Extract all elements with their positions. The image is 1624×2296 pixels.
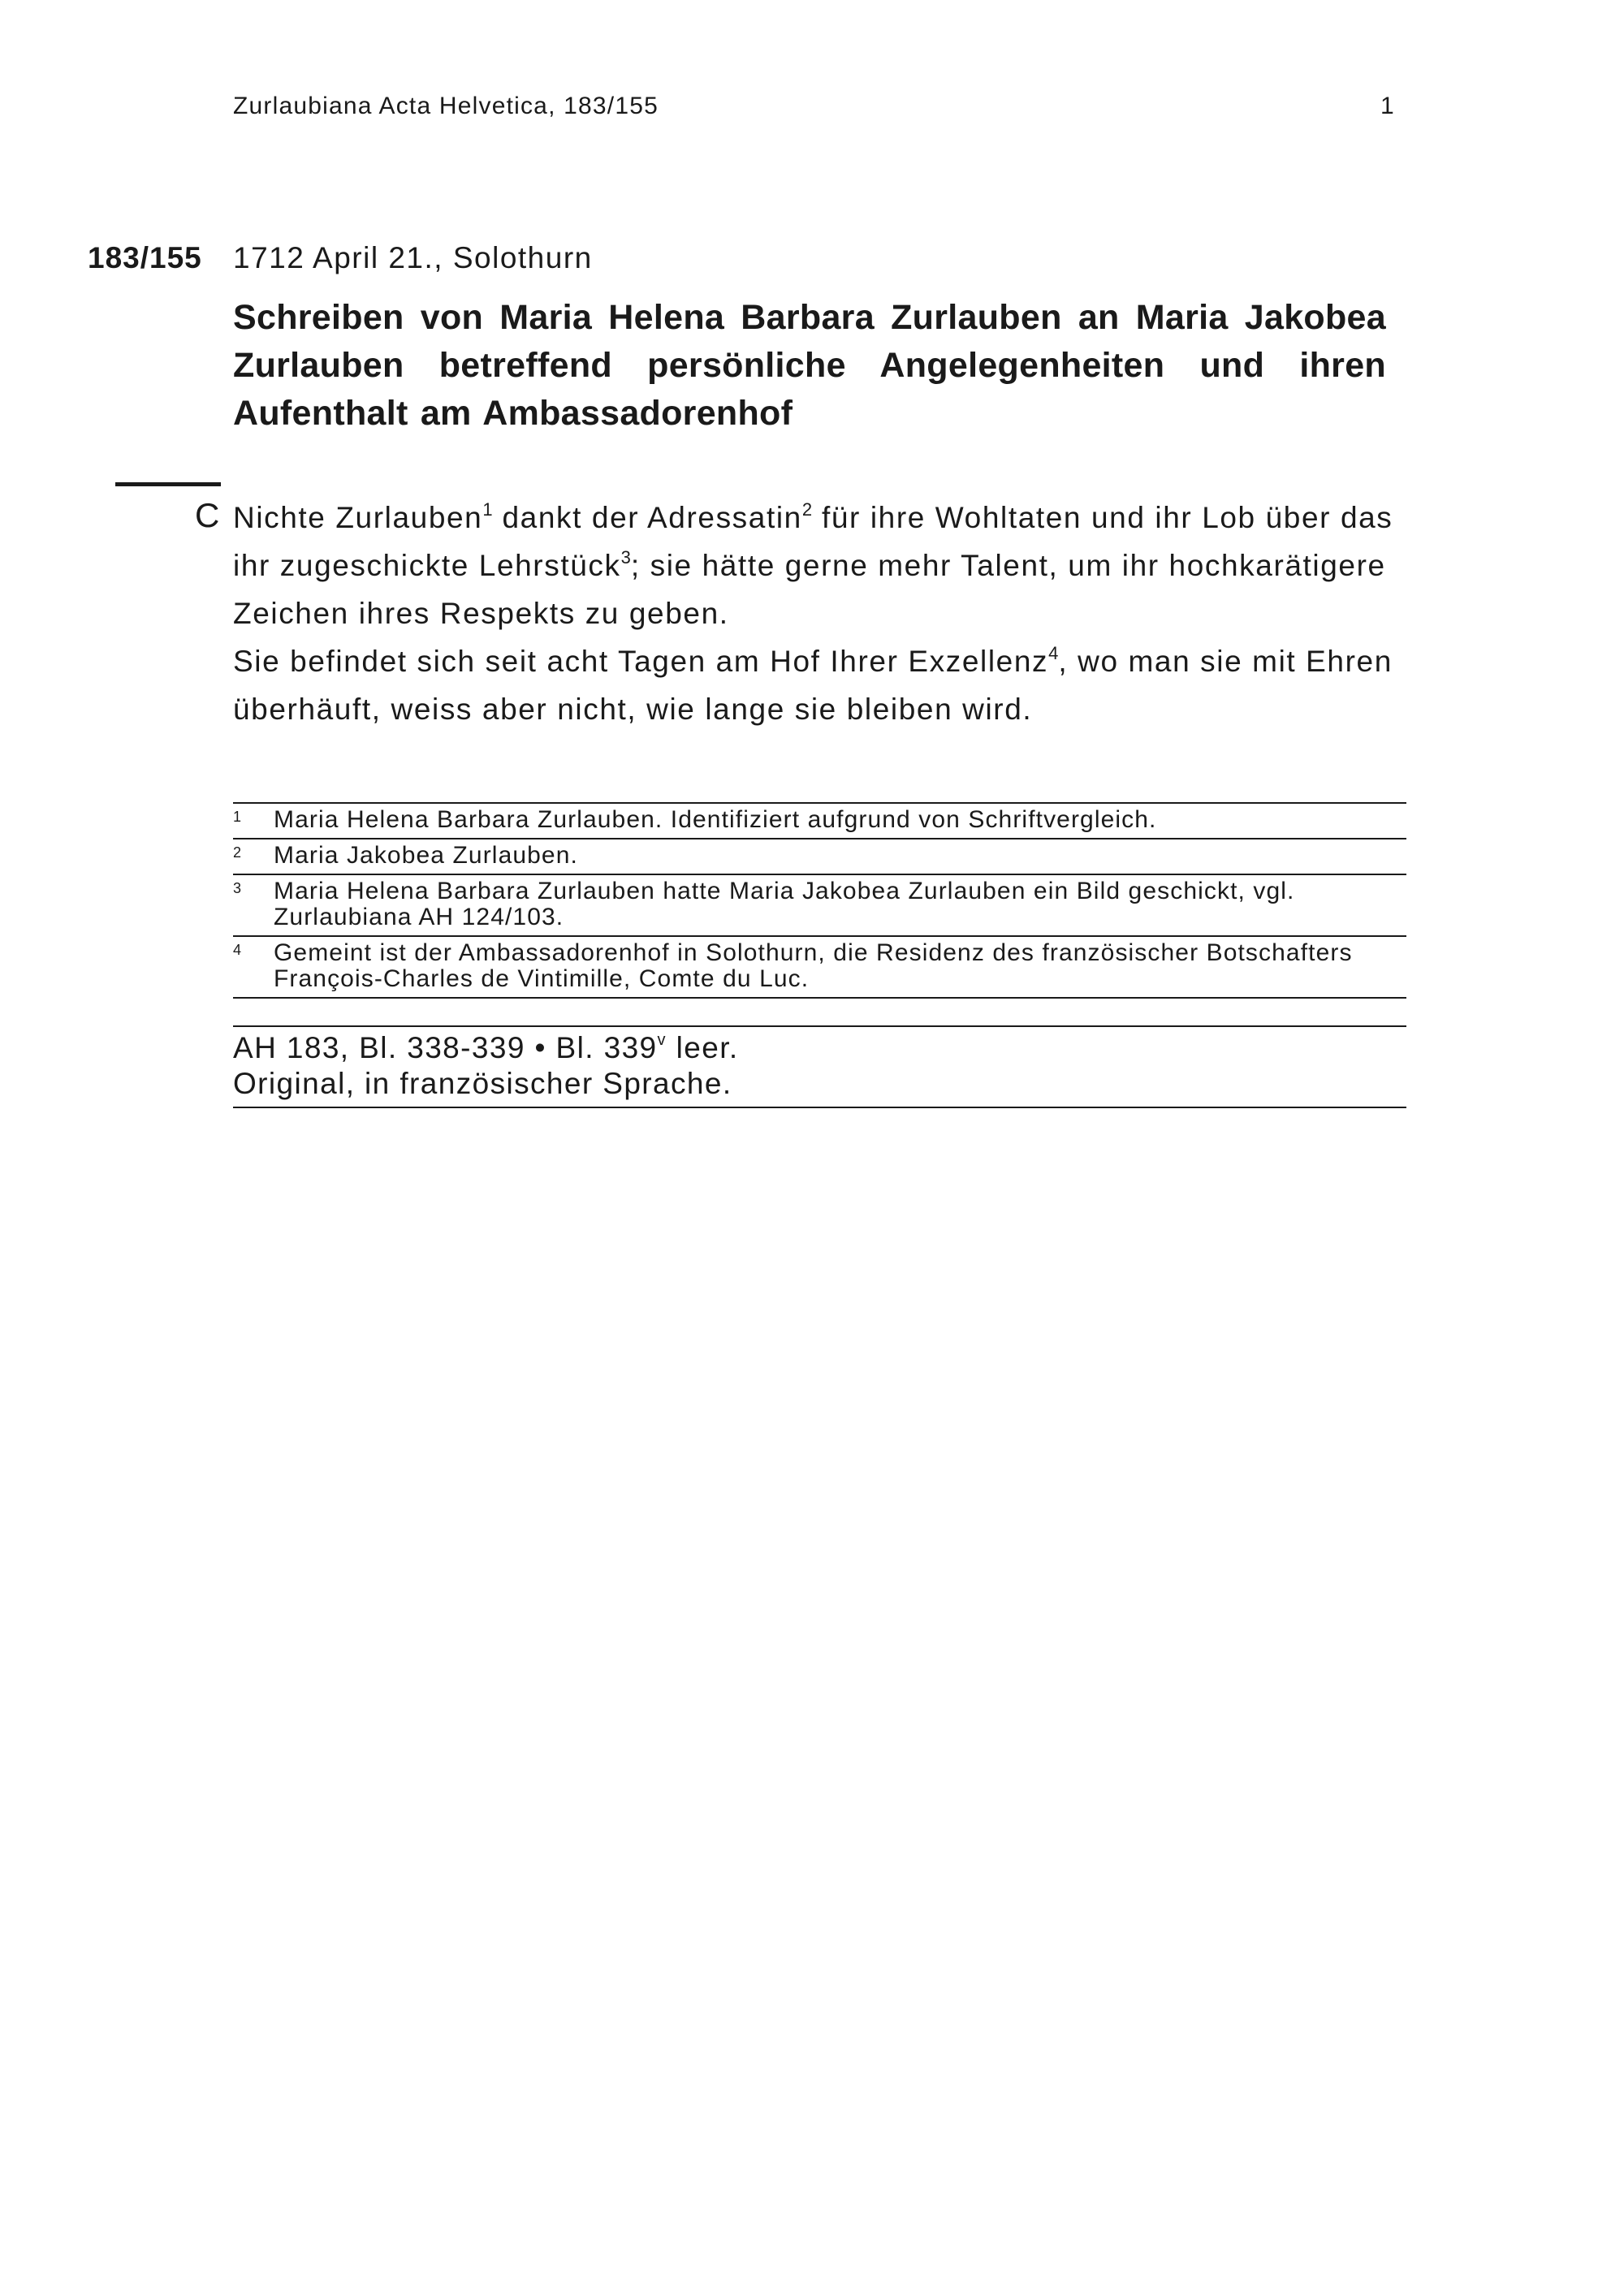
verso-mark: v: [657, 1031, 667, 1049]
regest-text: dankt der Adressatin: [492, 501, 802, 534]
running-head: Zurlaubiana Acta Helvetica, 183/155: [233, 93, 659, 119]
source-note: leer.: [666, 1031, 739, 1064]
regest-text: ; sie hätte gerne mehr Talent, um ihr hochkarätigere Zeichen ihres Respekts zu geben.: [233, 549, 1386, 630]
regest-paragraph: [233, 637, 1402, 733]
source-block: [233, 1025, 1406, 1108]
footnote-text: Maria Jakobea Zurlauben.: [274, 842, 578, 869]
source-signature: AH 183, Bl. 338-339 • Bl. 339: [233, 1031, 658, 1064]
footnotes: [233, 802, 1406, 999]
document-date-place: 1712 April 21., Solothurn: [233, 241, 593, 274]
regest-text: , wo man sie mit Ehren überhäuft, weiss aber nicht, wie lange sie bleiben wird.: [233, 645, 1393, 726]
document-number: 183/155: [88, 241, 202, 274]
regest-text: Nichte Zurlauben: [233, 501, 483, 534]
footnote-number: 3: [233, 880, 243, 896]
margin-rule: [115, 482, 221, 486]
footnote-text: Maria Helena Barbara Zurlauben hatte Maria Jakobea Zurlauben ein Bild geschickt, vgl. Zurlaubiana AH 124/103.: [274, 878, 1295, 930]
footnote-text: Gemeint ist der Ambassadorenhof in Solothurn, die Residenz des französischer Botschafters François-Charles de Vintimille, Comte du Luc.: [274, 939, 1353, 992]
footnote: [233, 839, 1406, 875]
regest-text: für ihre Wohltaten und ihr Lob über das ihr zugeschickte Lehrstück: [233, 501, 1393, 582]
footnote: [233, 875, 1406, 937]
regest-paragraph: [233, 494, 1402, 637]
footnote-number: 2: [233, 844, 243, 861]
footnote-text: Maria Helena Barbara Zurlauben. Identifiziert aufgrund von Schriftvergleich.: [274, 806, 1157, 833]
margin-siglum: C: [195, 496, 220, 534]
footnote: [233, 804, 1406, 839]
footnote-number: 1: [233, 809, 243, 825]
footnote-ref[interactable]: 3: [620, 547, 631, 568]
source-description: Original, in französischer Sprache.: [233, 1067, 732, 1100]
footnote-ref[interactable]: 4: [1048, 643, 1059, 663]
footnote-ref[interactable]: 1: [482, 499, 493, 520]
source-line: [233, 1030, 1406, 1066]
regest: [233, 494, 1402, 733]
footnote-ref[interactable]: 2: [801, 499, 813, 520]
document-title: Schreiben von Maria Helena Barbara Zurlauben an Maria Jakobea Zurlauben betreffend persönliche Angelegenheiten und ihren Aufenthalt am Ambassadorenhof: [233, 298, 1386, 433]
regest-text: Sie befindet sich seit acht Tagen am Hof Ihrer Exzellenz: [233, 645, 1049, 678]
page-number: 1: [1380, 93, 1394, 119]
footnote: [233, 937, 1406, 999]
footnote-number: 4: [233, 942, 243, 958]
